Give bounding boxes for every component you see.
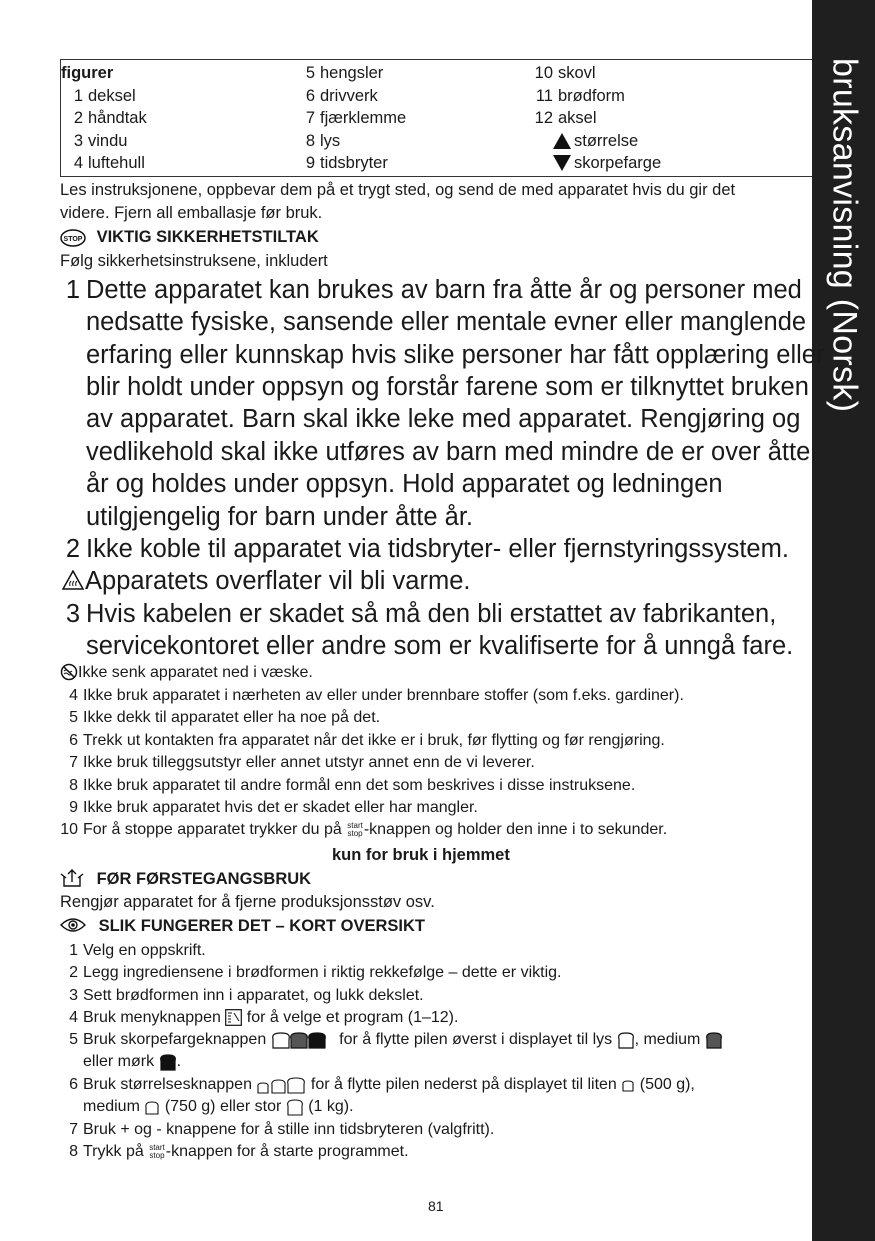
- safety-item: [60, 799, 478, 817]
- step-text: Velg en oppskrift.: [83, 942, 206, 959]
- step-text: Bruk + og - knappene for å stille inn tidsbryteren (valgfritt).: [83, 1121, 495, 1138]
- safety-item: [60, 732, 665, 750]
- step-text: Bruk størrelsesknappen: [83, 1076, 252, 1094]
- list-item: [61, 152, 147, 175]
- item-text: hengsler: [320, 64, 384, 82]
- first-use-heading-text: FØR FØRSTEGANGSBRUK: [96, 870, 312, 888]
- item-text: vindu: [88, 131, 128, 150]
- safety-item: [60, 754, 535, 772]
- list-item: [531, 130, 661, 153]
- step-text: (500 g),: [639, 1076, 695, 1094]
- item-text: Dette apparatet kan brukes av barn fra åtte år og personer med: [86, 276, 802, 304]
- stop-label: stop: [347, 828, 363, 838]
- step-number: 3: [69, 987, 78, 1004]
- step-text: for å flytte pilen nederst på displayet til liten: [310, 1076, 617, 1094]
- list-item: [531, 152, 661, 175]
- hot-warning-text: Apparatets overflater vil bli varme.: [85, 567, 471, 595]
- triangle-up-icon: [553, 133, 571, 149]
- size-button-icon: [256, 1076, 306, 1094]
- step-text: Sett brødformen inn i apparatet, og lukk dekslet.: [83, 987, 424, 1004]
- dark-crust-icon: [159, 1053, 177, 1071]
- item-number: 2: [73, 109, 83, 128]
- safety-item: [60, 709, 380, 727]
- overview-step: [60, 964, 561, 982]
- large-loaf-icon: [286, 1098, 304, 1116]
- list-item: [293, 107, 406, 130]
- overview-step: [60, 1031, 723, 1049]
- overview-step: [60, 942, 206, 960]
- item-number: 10: [60, 821, 78, 838]
- safety-item-3-line: [62, 632, 793, 661]
- item-text: aksel: [558, 109, 597, 128]
- step-text: (1 kg).: [308, 1098, 354, 1116]
- figures-box: [60, 59, 812, 177]
- item-text: av apparatet. Barn skal ikke leke med apparatet. Rengjøring og: [86, 405, 801, 433]
- item-text: Ikke bruk tilleggsutstyr eller annet utstyr annet enn de vi leverer.: [83, 754, 535, 771]
- list-item: [61, 130, 147, 153]
- item-text: For å stoppe apparatet trykker du på: [83, 821, 342, 838]
- stop-label: stop: [149, 1150, 165, 1160]
- item-text: Ikke bruk apparatet i nærheten av eller under brennbare stoffer (som f.eks. gardiner).: [83, 687, 684, 704]
- start-label: start: [149, 1142, 165, 1152]
- figures-col-3: [531, 62, 661, 175]
- item-text: vedlikehold skal ikke utføres av barn med mindre de er over åtte: [86, 438, 811, 466]
- item-text: drivverk: [320, 86, 378, 105]
- item-number: 3: [65, 600, 80, 628]
- light-crust-icon: [617, 1031, 635, 1049]
- figures-title: figurer: [61, 64, 114, 82]
- safety-item-1-line: [62, 503, 473, 532]
- item-text: Ikke koble til apparatet via tidsbryter- eller fjernstyringssystem.: [86, 535, 789, 563]
- safety-item-1-line: [62, 276, 802, 305]
- menu-button-icon: [225, 1009, 242, 1026]
- hot-surface-warning: [62, 567, 471, 596]
- step-text: Bruk skorpefargeknappen: [83, 1031, 267, 1049]
- item-number: 6: [305, 86, 315, 105]
- overview-step: [60, 987, 424, 1005]
- step-text: (750 g) eller stor: [164, 1098, 282, 1116]
- overview-heading-text: SLIK FUNGERER DET – KORT OVERSIKT: [98, 917, 425, 935]
- item-text: Trekk ut kontakten fra apparatet når det ikke er i bruk, før flytting og før rengjøring.: [83, 732, 665, 749]
- step-text: for å flytte pilen øverst i displayet til lys: [339, 1031, 613, 1049]
- step-text: eller mørk: [83, 1053, 155, 1071]
- item-number: 6: [69, 732, 78, 749]
- crust-label: skorpefarge: [574, 154, 662, 173]
- overview-heading: [60, 917, 425, 936]
- step-text: for å velge et program (1–12).: [246, 1009, 459, 1026]
- step-text: , medium: [634, 1031, 701, 1049]
- item-text: skovl: [558, 64, 596, 82]
- item-number: 7: [69, 754, 78, 771]
- safety-heading: [60, 228, 319, 247]
- item-number: 7: [305, 109, 315, 128]
- step-number: 6: [69, 1076, 78, 1094]
- overview-step: [60, 1121, 494, 1139]
- safety-item-1-line: [62, 341, 824, 370]
- stop-icon-text: STOP: [63, 235, 83, 243]
- item-text: brødform: [558, 86, 625, 105]
- safety-item: [60, 687, 684, 705]
- step-text: -knappen for å starte programmet.: [165, 1143, 409, 1160]
- item-text: år og holdes under oppsyn. Hold apparatet og ledningen: [86, 470, 723, 498]
- step-text: Trykk på: [83, 1143, 144, 1160]
- item-text: servicekontoret eller andre som er kvalifiserte for å unngå fare.: [86, 632, 794, 660]
- safety-item: [60, 777, 635, 795]
- overview-step: [60, 1143, 409, 1161]
- list-item: [293, 130, 406, 153]
- item-number: 4: [69, 687, 78, 704]
- item-number: 10: [534, 64, 553, 82]
- first-use-heading: [60, 870, 311, 889]
- list-item: [61, 85, 147, 108]
- item-number: 3: [73, 131, 83, 150]
- overview-step-cont: [83, 1098, 354, 1116]
- step-text: medium: [83, 1098, 140, 1116]
- startstop-icon: [347, 822, 363, 838]
- no-liquid-warning: [60, 664, 313, 682]
- safety-heading-text: VIKTIG SIKKERHETSTILTAK: [96, 228, 319, 246]
- home-use-note: kun for bruk i hjemmet: [332, 846, 510, 864]
- item-number: 8: [305, 131, 315, 150]
- item-text: fjærklemme: [320, 109, 407, 128]
- step-text: .: [176, 1053, 182, 1071]
- side-title-text: bruksanvisning (Norsk): [825, 58, 863, 413]
- item-number: 12: [534, 109, 553, 128]
- item-text: tidsbryter: [320, 154, 388, 173]
- figures-col-2: [293, 62, 406, 175]
- safety-item-1-line: [62, 470, 723, 499]
- step-number: 1: [69, 942, 78, 959]
- stop-icon: [60, 229, 86, 247]
- list-item: [61, 107, 147, 130]
- medium-loaf-icon: [144, 1099, 160, 1115]
- step-text: Legg ingrediensene i brødformen i riktig rekkefølge – dette er viktig.: [83, 964, 562, 981]
- item-number: 9: [69, 799, 78, 816]
- step-number: 5: [69, 1031, 78, 1049]
- startstop-icon: [149, 1144, 165, 1160]
- item-text: Ikke bruk apparatet til andre formål enn det som beskrives i disse instruksene.: [83, 777, 636, 794]
- eye-icon: [60, 917, 86, 933]
- list-item: [531, 62, 661, 85]
- unpack-icon: [60, 868, 84, 888]
- item-number: 8: [69, 777, 78, 794]
- item-text: utilgjengelig for barn under åtte år.: [86, 503, 474, 531]
- no-liquid-text: Ikke senk apparatet ned i væske.: [78, 664, 313, 681]
- size-label: størrelse: [574, 131, 639, 150]
- hot-surface-icon: [62, 570, 84, 590]
- item-number: 1: [73, 86, 83, 105]
- no-immerse-icon: [60, 663, 78, 681]
- list-item: [293, 85, 406, 108]
- safety-item-1-line: [62, 405, 800, 434]
- small-loaf-icon: [621, 1078, 635, 1092]
- item-text: nedsatte fysiske, sansende eller mentale evner eller manglende: [86, 308, 807, 336]
- side-title: [812, 0, 875, 440]
- step-number: 7: [69, 1121, 78, 1138]
- step-number: 8: [69, 1143, 78, 1160]
- item-number: 11: [535, 86, 553, 105]
- safety-item-1-line: [62, 308, 806, 337]
- start-label: start: [347, 820, 363, 830]
- item-text: blir holdt under oppsyn og forstår farene som er tilknyttet bruken: [86, 373, 809, 401]
- medium-crust-icon: [705, 1031, 723, 1049]
- item-text: deksel: [88, 86, 136, 105]
- overview-step: [60, 1076, 695, 1094]
- safety-item-2: [62, 535, 789, 564]
- list-item: [293, 62, 406, 85]
- item-number: 1: [65, 276, 80, 304]
- safety-item-1-line: [62, 438, 810, 467]
- item-number: 5: [305, 64, 315, 82]
- triangle-down-icon: [553, 155, 571, 171]
- list-item: [531, 85, 661, 108]
- intro-line-2: videre. Fjern all emballasje før bruk.: [60, 204, 323, 222]
- figures-col-1: [61, 62, 147, 175]
- list-item: [531, 107, 661, 130]
- item-text: Ikke bruk apparatet hvis det er skadet eller har mangler.: [83, 799, 478, 816]
- first-use-text: Rengjør apparatet for å fjerne produksjonsstøv osv.: [60, 893, 435, 911]
- overview-step: [60, 1009, 458, 1027]
- overview-step-cont: [83, 1053, 181, 1071]
- item-text: -knappen og holder den inne i to sekunder.: [363, 821, 668, 838]
- item-number: 4: [73, 154, 83, 173]
- page-number: 81: [428, 1198, 444, 1214]
- item-text: håndtak: [88, 109, 147, 128]
- item-number: 5: [69, 709, 78, 726]
- item-number: 2: [65, 535, 80, 563]
- crust-button-icon: [271, 1031, 329, 1049]
- intro-line-1: Les instruksjonene, oppbevar dem på et trygt sted, og send de med apparatet hvis du gir det: [60, 181, 736, 199]
- safety-item-3-line: [62, 600, 776, 629]
- item-text: Hvis kabelen er skadet så må den bli erstattet av fabrikanten,: [86, 600, 777, 628]
- step-text: Bruk menyknappen: [83, 1009, 221, 1026]
- safety-item-10: [60, 821, 667, 839]
- list-item: [293, 152, 406, 175]
- item-text: erfaring eller kunnskap hvis slike personer har fått opplæring eller: [86, 341, 825, 369]
- item-text: luftehull: [88, 154, 145, 173]
- item-number: 9: [305, 154, 315, 173]
- safety-sub: Følg sikkerhetsinstruksene, inkludert: [60, 252, 328, 270]
- item-text: Ikke dekk til apparatet eller ha noe på det.: [83, 709, 381, 726]
- item-text: lys: [320, 131, 341, 150]
- step-number: 4: [69, 1009, 78, 1026]
- step-number: 2: [69, 964, 78, 981]
- safety-item-1-line: [62, 373, 809, 402]
